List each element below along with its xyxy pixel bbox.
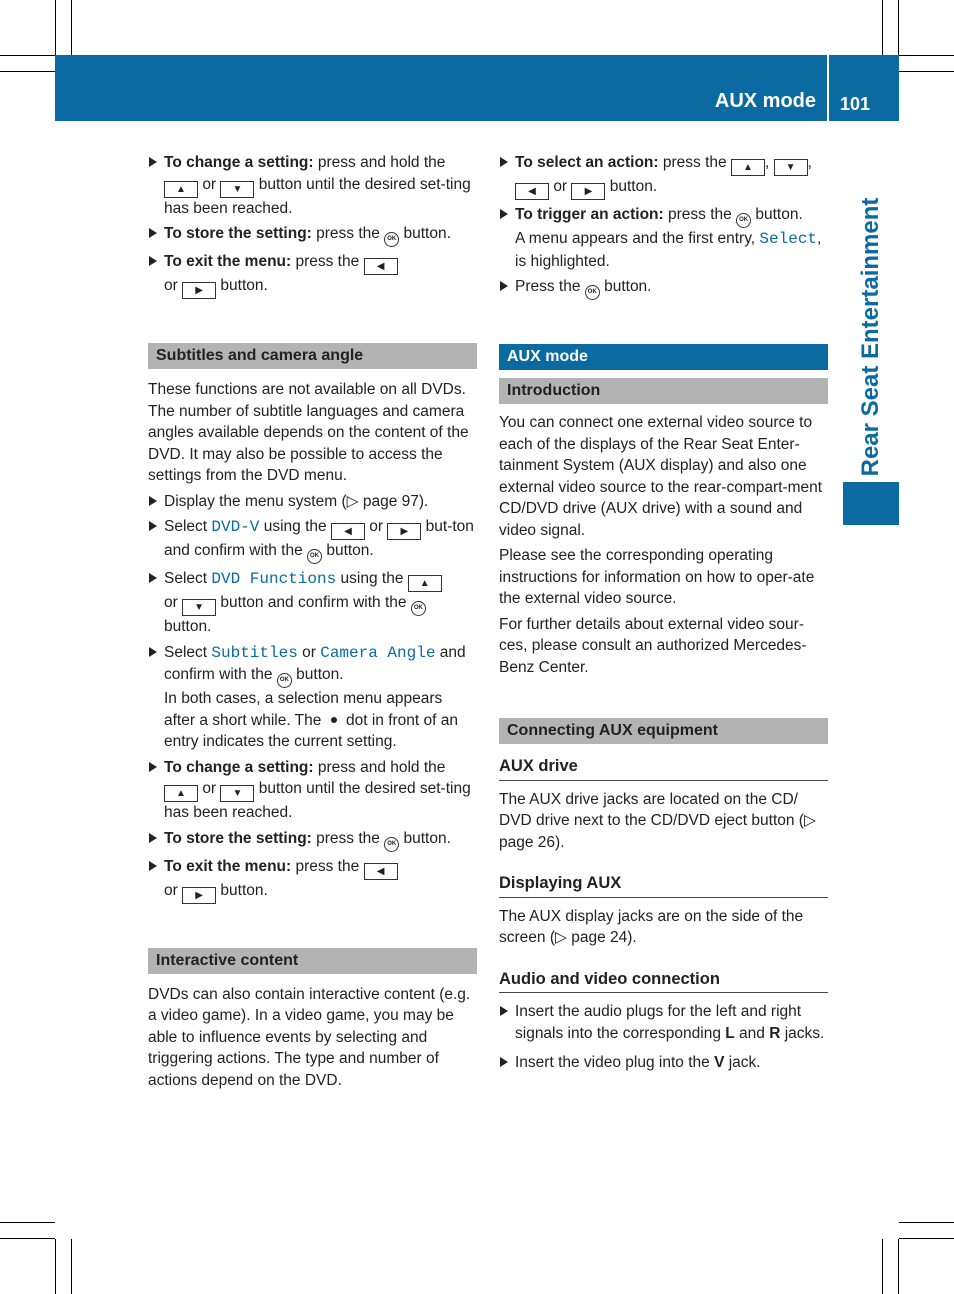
- section-heading: Subtitles and camera angle: [148, 343, 477, 369]
- section-heading: Interactive content: [148, 948, 477, 974]
- down-arrow-icon: ▼: [220, 785, 254, 802]
- page-title: AUX mode: [714, 90, 816, 112]
- right-arrow-icon: ▶: [182, 887, 216, 904]
- crop-mark: [899, 1238, 954, 1239]
- crop-mark: [899, 1222, 954, 1223]
- menu-item-code: Subtitles: [211, 643, 298, 662]
- crop-mark: [71, 0, 72, 55]
- crop-mark: [0, 55, 55, 56]
- ok-button-icon: OK: [736, 213, 751, 228]
- ok-button-icon: OK: [585, 285, 600, 300]
- instruction-item: To select an action: press the ▲ , ▼ , ◀ or ▶ button.: [499, 152, 828, 200]
- ok-button-icon: OK: [411, 601, 426, 616]
- down-arrow-icon: ▼: [182, 599, 216, 616]
- ok-button-icon: OK: [307, 549, 322, 564]
- crop-mark: [55, 0, 56, 55]
- down-arrow-icon: ▼: [220, 181, 254, 198]
- menu-item-code: DVD Functions: [211, 570, 337, 588]
- paragraph: Please see the corresponding operating instructions for information on how to oper-ate the external video source.: [499, 547, 815, 607]
- right-column: [499, 152, 828, 1078]
- instruction-item: Select DVD-V using the ◀ or ▶ but-ton and confirm with the OK button.: [148, 516, 477, 564]
- crop-mark: [0, 71, 55, 72]
- ok-button-icon: OK: [384, 837, 399, 852]
- crop-mark: [0, 1222, 55, 1223]
- left-arrow-icon: ◀: [364, 863, 398, 880]
- crop-mark: [0, 1238, 55, 1239]
- header-divider: [827, 55, 829, 121]
- left-arrow-icon: ◀: [364, 258, 398, 275]
- section-heading: Introduction: [499, 378, 828, 404]
- crop-mark: [898, 1239, 899, 1294]
- instruction-item: Insert the audio plugs for the left and right signals into the corresponding L and R jacks.: [499, 1001, 828, 1044]
- section-heading: Connecting AUX equipment: [499, 718, 828, 744]
- instruction-item: To exit the menu: press the ◀ or ▶ button.: [148, 856, 477, 904]
- crop-mark: [71, 1239, 72, 1294]
- subsection-heading: AUX drive: [499, 756, 828, 781]
- instruction-item: To trigger an action: press the OK button. A menu appears and the first entry, Select, is highlighted.: [499, 204, 828, 272]
- paragraph: These functions are not available on all DVDs. The number of subtitle languages and camera angles available depends on the content of the DVD. It may also be possible to access the settings from the DVD menu.: [148, 381, 469, 484]
- paragraph: For further details about external video sour-ces, please consult an authorized Mercedes-Benz Center.: [499, 615, 807, 676]
- instruction-item: Display the menu system (▷ page 97).: [148, 491, 477, 513]
- right-arrow-icon: ▶: [182, 282, 216, 299]
- side-tab-label: Rear Seat Entertainment: [857, 197, 884, 477]
- menu-item-code: DVD-V: [211, 518, 260, 536]
- instruction-item: To store the setting: press the OK button.: [148, 828, 477, 852]
- side-tab-marker: [843, 482, 899, 525]
- instruction-item: To store the setting: press the OK button.: [148, 223, 477, 247]
- paragraph: The AUX drive jacks are located on the CD/ DVD drive next to the CD/DVD eject button (▷ page 26).: [499, 790, 816, 851]
- instruction-item: Insert the video plug into the V jack.: [499, 1052, 828, 1074]
- crop-mark: [899, 71, 954, 72]
- instruction-item: To change a setting: press and hold the ▲ or ▼ button until the desired set-ting has been reached.: [148, 757, 477, 824]
- instruction-item: To exit the menu: press the ◀ or ▶ button.: [148, 251, 477, 299]
- down-arrow-icon: ▼: [774, 159, 808, 176]
- crop-mark: [882, 1239, 883, 1294]
- up-arrow-icon: ▲: [731, 159, 765, 176]
- selection-dot-icon: [331, 717, 337, 723]
- paragraph: The AUX display jacks are on the side of the screen (▷ page 24).: [499, 907, 804, 946]
- up-arrow-icon: ▲: [164, 181, 198, 198]
- ok-button-icon: OK: [384, 232, 399, 247]
- section-heading-blue: AUX mode: [499, 344, 828, 370]
- crop-mark: [882, 0, 883, 55]
- up-arrow-icon: ▲: [164, 785, 198, 802]
- menu-item-code: Select: [759, 230, 818, 248]
- right-arrow-icon: ▶: [387, 523, 421, 540]
- left-arrow-icon: ◀: [515, 183, 549, 200]
- left-arrow-icon: ◀: [331, 523, 365, 540]
- subsection-heading: Displaying AUX: [499, 873, 828, 898]
- crop-mark: [55, 1239, 56, 1294]
- page-number: 101: [840, 94, 871, 114]
- ok-button-icon: OK: [277, 673, 292, 688]
- instruction-item: Press the OK button.: [499, 276, 828, 300]
- paragraph: You can connect one external video source to each of the displays of the Rear Seat Enter-tainment System (AUX display) and also one external video source to the rear-compart-ment CD/DVD drive (AUX drive) with a sound and video signal.: [499, 414, 823, 539]
- crop-mark: [898, 0, 899, 55]
- subsection-heading: Audio and video connection: [499, 969, 828, 994]
- crop-mark: [899, 55, 954, 56]
- instruction-item: To change a setting: press and hold the ▲ or ▼ button until the desired set-ting has been reached.: [148, 152, 477, 219]
- up-arrow-icon: ▲: [408, 575, 442, 592]
- paragraph: DVDs can also contain interactive content (e.g. a video game). In a video game, you may be able to influence events by selecting and triggering actions. The type and number of actions depend on the DVD.: [148, 985, 471, 1089]
- instruction-item: Select DVD Functions using the ▲ or ▼ button and confirm with the OK button.: [148, 568, 477, 638]
- right-arrow-icon: ▶: [571, 183, 605, 200]
- menu-item-code: Camera Angle: [320, 643, 436, 662]
- instruction-item: Select Subtitles or Camera Angle and confirm with the OK button. In both cases, a selection menu appears after a short while. The dot in front of an entry indicates the current setting.: [148, 642, 477, 753]
- left-column: [148, 152, 477, 1095]
